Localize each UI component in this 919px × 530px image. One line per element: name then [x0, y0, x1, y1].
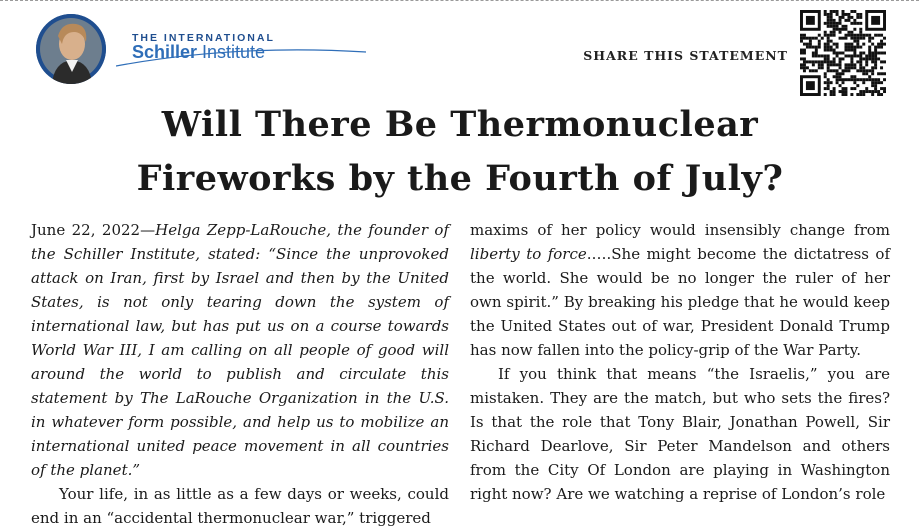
title-line-2: Fireworks by the Fourth of July?	[136, 158, 784, 199]
org-name	[132, 42, 265, 63]
intro-statement: Helga Zepp-LaRouche, the founder of the Schiller Institute, stated: “Since the unprovoked attack on Iran, first by Israel and then by the United States, is not only tearing down the system of international law, but has put us on a course towards World War III, I am calling on all people of good will around the world to publish and circulate this statement by The LaRouche Organization in the U.S. in whatever form possible, and help us to mobilize an international united peace movement in all countries of the planet.”	[31, 221, 449, 479]
org-name-rest: Institute	[197, 42, 266, 62]
article-column-1	[31, 218, 449, 530]
title-line-1: Will There Be Thermonuclear	[161, 104, 759, 145]
text-run: .….She might become the dictatress of the world. She would be no longer the ruler of her own spirit.” By breaking his pledge that he would keep the United States out of war, President Donald Trump has now fallen into the policy-grip of the War Party.	[470, 245, 891, 359]
body-paragraph: Your life, in as little as a few days or weeks, could end in an “accidental thermonuclear war,” triggered	[31, 485, 449, 527]
article-column-2	[470, 218, 890, 506]
org-line1: THE INTERNATIONAL	[132, 32, 275, 44]
org-name-bold: Schiller	[132, 42, 198, 62]
text-run: maxims of her policy would insensibly change from	[470, 221, 890, 239]
emphasis-text: liberty to force	[470, 245, 587, 263]
body-paragraph: If you think that means “the Israelis,” you are mistaken. They are the match, but who sets the fires? Is that the role that Tony Blair, Jonathan Powell, Sir Richard Dearlove, Sir Peter Mandelson and others from the City Of London are playing in Washington right now? Are we watching a reprise of London’s role	[470, 365, 890, 503]
schiller-institute-logo	[36, 14, 356, 86]
intro-paragraph	[31, 218, 449, 482]
page-top-rule	[0, 0, 919, 2]
schiller-portrait	[36, 14, 106, 84]
body-paragraph-continued	[470, 218, 890, 362]
qr-code[interactable]	[800, 10, 886, 96]
dateline: June 22, 2022—	[31, 221, 156, 239]
page-title	[40, 98, 880, 206]
share-statement-label: SHARE THIS STATEMENT	[583, 48, 788, 63]
